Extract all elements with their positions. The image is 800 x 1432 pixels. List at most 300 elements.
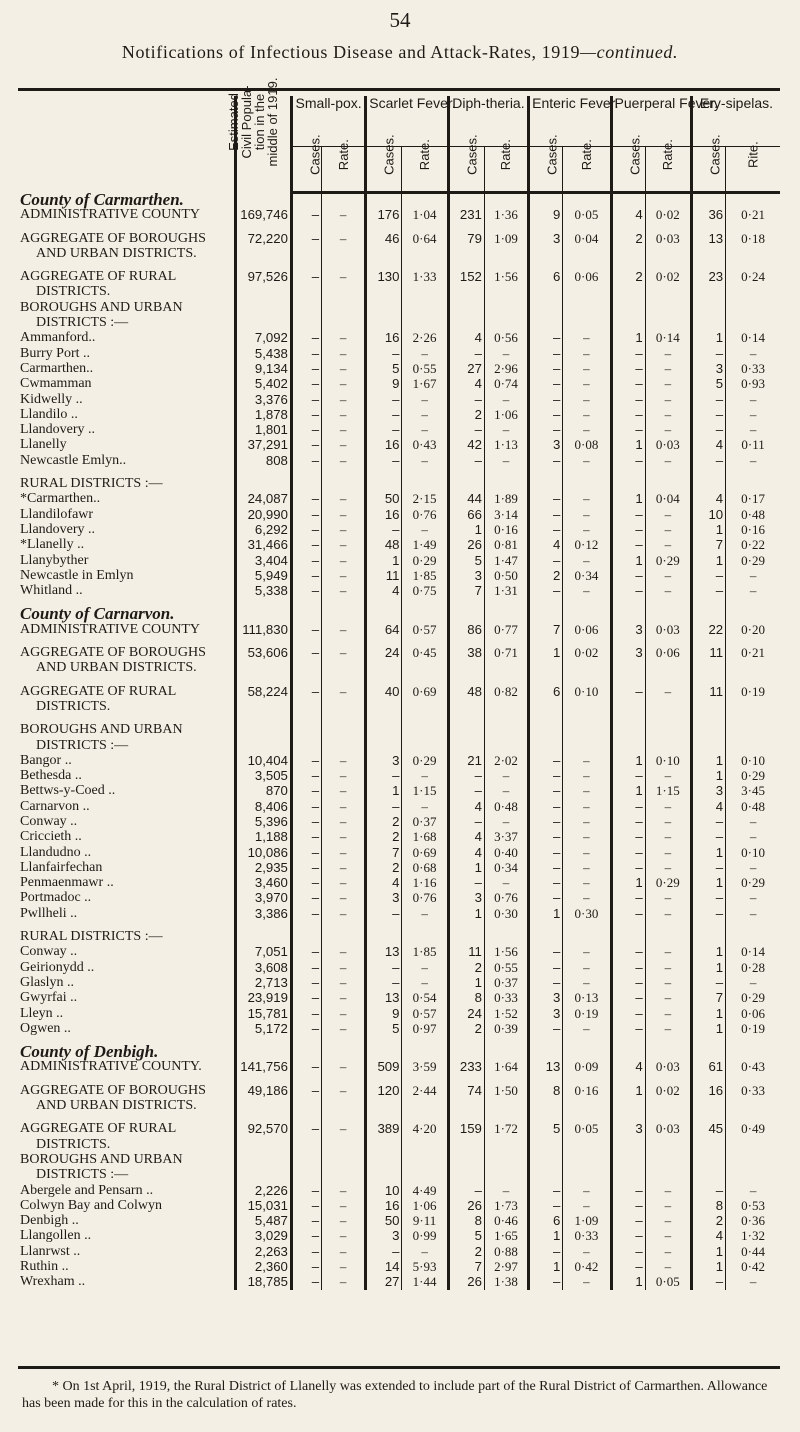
population-cell: 20,990 [235,507,291,522]
rate-cell: – [563,522,611,537]
cases-cell: – [611,1198,645,1213]
rate-cell: – [563,814,611,829]
cases-cell: – [691,1183,725,1198]
rate-cell: 0·30 [484,906,528,921]
cases-cell [691,699,725,714]
population-cell: 18,785 [235,1274,291,1289]
rate-cell [484,315,528,330]
cases-cell: 1 [691,1006,725,1021]
rate-cell [563,921,611,929]
cases-cell [291,676,321,684]
cases-cell [366,738,402,753]
rate-cell: 0·09 [563,1059,611,1074]
district-name: Geirionydd .. [20,959,95,975]
rate-cell: 0·53 [726,1198,780,1213]
cases-cell: 159 [448,1121,484,1136]
rate-cell [484,1137,528,1152]
rate-cell: – [645,1183,691,1198]
table-row [18,376,780,391]
county-heading-row [18,192,780,207]
rate-cell: 0·46 [484,1213,528,1228]
table-row [18,753,780,768]
cases-cell: – [291,1244,321,1259]
rate-cell: – [645,1021,691,1036]
population-cell: 9,134 [235,361,291,376]
cases-cell: – [529,1244,563,1259]
cases-cell: 3 [691,361,725,376]
table-row [18,684,780,699]
cases-cell: – [529,753,563,768]
rate-cell: 0·24 [726,269,780,284]
cases-cell: – [448,875,484,890]
cases-cell: – [611,1244,645,1259]
rate-cell: 1·15 [645,783,691,798]
cases-cell [291,660,321,675]
cases-cell: – [291,860,321,875]
rate-cell: – [322,407,366,422]
rate-cell [645,714,691,722]
cases-cell: 48 [366,537,402,552]
cases-cell [691,476,725,491]
district-name: Llandilo .. [20,406,78,422]
cases-cell: – [691,829,725,844]
cases-cell [366,261,402,269]
cases-cell: 3 [529,231,563,246]
cases-cell [611,261,645,269]
rate-cell [402,722,448,737]
cases-cell: 1 [611,330,645,345]
disease-header-enteric-fever: Enteric Fever. [529,96,611,146]
header-suffix: —continued. [580,42,679,62]
rate-cell: – [563,330,611,345]
cases-cell [611,1152,645,1167]
cases-cell: 13 [691,231,725,246]
header-title: Notifications of Infectious Disease and Attack-Rates, 1919 [121,42,581,62]
cases-cell: 2 [611,269,645,284]
rate-cell [563,1152,611,1167]
cases-cell [691,246,725,261]
district-name: AND URBAN DISTRICTS. [36,245,197,261]
rate-cell: – [645,960,691,975]
cases-cell [366,714,402,722]
rate-cell: 1·49 [402,537,448,552]
cases-cell: 2 [366,829,402,844]
cases-cell [366,921,402,929]
district-name: Llanybyther [20,552,89,568]
cases-cell: – [291,1228,321,1243]
disease-header-smallpox: Small-pox. [291,96,365,146]
rate-cell: – [563,453,611,468]
rate-cell: 0·37 [402,814,448,829]
cases-header: Cases. [529,146,563,192]
cases-cell [611,1167,645,1182]
cases-cell: – [448,422,484,437]
cases-cell: 5 [448,1228,484,1243]
cases-cell [448,1152,484,1167]
cases-cell [611,637,645,645]
cases-cell [611,476,645,491]
rate-cell: – [322,1183,366,1198]
table-row [18,783,780,798]
cases-cell [291,261,321,269]
rate-cell [645,660,691,675]
cases-cell: – [529,1183,563,1198]
rate-cell [563,637,611,645]
rate-cell: 0·16 [484,522,528,537]
rate-cell: – [563,1274,611,1289]
rate-cell: 5·93 [402,1259,448,1274]
rate-cell: – [645,814,691,829]
cases-cell [529,300,563,315]
rate-cell: 0·33 [484,990,528,1005]
cases-cell: 8 [529,1083,563,1098]
cases-cell: 1 [691,1021,725,1036]
cases-cell: – [291,1183,321,1198]
cases-cell: 5 [366,361,402,376]
rate-cell [726,699,780,714]
population-cell [235,476,291,491]
rate-cell: 1·06 [402,1198,448,1213]
rate-cell: – [322,814,366,829]
rate-cell [484,223,528,231]
district-name: AGGREGATE OF BOROUGHS [20,1082,206,1098]
rate-cell: 0·04 [645,491,691,506]
rate-cell: 2·15 [402,491,448,506]
cases-cell [448,1075,484,1083]
rate-cell: – [402,960,448,975]
table-row [18,207,780,222]
cases-cell: – [366,522,402,537]
table-row [18,860,780,875]
cases-cell: 66 [448,507,484,522]
cases-cell: 1 [448,860,484,875]
table-row [18,1021,780,1036]
rate-cell [563,1167,611,1182]
population-cell [235,246,291,261]
population-cell: 15,781 [235,1006,291,1021]
rate-cell: 1·15 [402,783,448,798]
cases-cell: – [611,1259,645,1274]
rate-cell: – [645,906,691,921]
cases-cell [529,1152,563,1167]
cases-cell: 1 [611,783,645,798]
population-cell [235,637,291,645]
cases-cell: 1 [691,1244,725,1259]
table-row [18,1059,780,1074]
rate-cell: 0·43 [402,437,448,452]
cases-cell: 3 [529,990,563,1005]
rate-cell: – [322,906,366,921]
rate-cell: 0·28 [726,960,780,975]
rate-cell: – [645,407,691,422]
district-name: BOROUGHS AND URBAN [20,299,183,315]
rate-cell: 0·68 [402,860,448,875]
rate-cell: – [645,944,691,959]
cases-cell: – [291,622,321,637]
cases-cell: – [529,453,563,468]
cases-cell: – [291,392,321,407]
cases-cell [691,300,725,315]
cases-cell: – [291,568,321,583]
cases-cell [611,1098,645,1113]
cases-cell [529,1113,563,1121]
district-name [18,921,235,929]
population-cell [235,921,291,929]
cases-cell [366,1167,402,1182]
cases-cell [691,261,725,269]
rate-cell: – [645,1213,691,1228]
cases-cell [291,1167,321,1182]
rate-cell: – [322,1213,366,1228]
rate-cell [402,1098,448,1113]
district-name: AND URBAN DISTRICTS. [36,1098,197,1114]
cases-cell: 10 [366,1183,402,1198]
spacer-row [18,921,780,929]
rate-cell: 1·09 [563,1213,611,1228]
cases-cell [611,223,645,231]
cases-cell: – [448,768,484,783]
cases-cell: 2 [366,814,402,829]
rate-cell: – [563,583,611,598]
cases-cell: – [291,645,321,660]
population-cell [235,738,291,753]
spacer-row [18,1113,780,1121]
cases-cell [291,714,321,722]
population-cell: 58,224 [235,684,291,699]
rate-cell: 0·18 [726,231,780,246]
cases-cell: 1 [691,960,725,975]
cases-cell [448,699,484,714]
cases-cell [691,1152,725,1167]
rate-cell: 0·48 [726,507,780,522]
rate-cell: – [563,960,611,975]
district-name: Lleyn .. [20,1005,64,1021]
rate-cell [484,1167,528,1182]
rate-cell: 1·89 [484,491,528,506]
rate-cell: – [322,207,366,222]
rate-cell: – [726,422,780,437]
cases-cell: 26 [448,1198,484,1213]
cases-cell: – [529,392,563,407]
rate-cell: – [322,1274,366,1289]
rate-cell: – [322,860,366,875]
rate-cell: 0·05 [645,1274,691,1289]
rate-cell: 0·45 [402,645,448,660]
rate-cell: – [402,453,448,468]
cases-cell: 1 [691,768,725,783]
cases-cell [529,1098,563,1113]
cases-cell: – [611,814,645,829]
rate-cell: – [645,361,691,376]
page-number: 54 [389,8,411,32]
table-row [18,1213,780,1228]
district-name: Llangollen .. [20,1228,92,1244]
population-cell [235,1167,291,1182]
rate-cell [484,637,528,645]
cases-cell [448,315,484,330]
cases-cell: 4 [611,207,645,222]
population-cell: 5,172 [235,1021,291,1036]
population-cell: 5,402 [235,376,291,391]
table-row [18,269,780,284]
rate-cell: – [645,990,691,1005]
rate-cell: – [645,522,691,537]
table-row [18,799,780,814]
cases-cell: – [691,814,725,829]
table-row [18,622,780,637]
cases-cell: 1 [611,1274,645,1289]
district-name: Carnarvon .. [20,798,90,814]
rate-cell [484,1152,528,1167]
cases-cell: 3 [448,890,484,905]
cases-cell [448,300,484,315]
rate-cell: – [726,860,780,875]
cases-cell [291,699,321,714]
rate-cell: – [645,845,691,860]
cases-cell: – [529,890,563,905]
rate-cell: – [645,1244,691,1259]
rate-cell: – [563,753,611,768]
rate-cell: 0·03 [645,231,691,246]
table-row [18,522,780,537]
cases-cell: – [691,453,725,468]
rate-cell: 0·29 [726,553,780,568]
table-row [18,1198,780,1213]
rate-cell [645,1137,691,1152]
rate-cell: – [322,583,366,598]
rate-cell: – [645,768,691,783]
district-name: AND URBAN DISTRICTS. [36,660,197,676]
table-row [18,422,780,437]
rate-cell [402,660,448,675]
cases-cell [611,300,645,315]
rate-cell: 1·16 [402,875,448,890]
population-cell: 15,031 [235,1198,291,1213]
rate-cell [322,921,366,929]
rate-cell [484,300,528,315]
district-name: ADMINISTRATIVE COUNTY [20,207,201,223]
rate-cell [645,637,691,645]
rate-cell [563,1075,611,1083]
rate-cell: 1·85 [402,944,448,959]
cases-cell: 26 [448,1274,484,1289]
cases-cell: 50 [366,491,402,506]
population-cell: 2,263 [235,1244,291,1259]
cases-cell: – [291,1083,321,1098]
district-name: BOROUGHS AND URBAN [20,722,183,738]
rate-cell: – [645,583,691,598]
table-row [18,814,780,829]
cases-cell: 1 [611,875,645,890]
cases-cell: – [611,1006,645,1021]
population-cell: 5,396 [235,814,291,829]
cases-cell [691,714,725,722]
table-row [18,1167,780,1182]
district-name: Llanrwst .. [20,1243,81,1259]
cases-cell: 1 [691,753,725,768]
district-name: Bangor .. [20,752,72,768]
cases-cell [529,1137,563,1152]
rate-cell: 0·33 [563,1228,611,1243]
cases-cell: – [529,346,563,361]
rate-cell: 1·64 [484,1059,528,1074]
rate-cell [645,738,691,753]
rate-cell: 0·14 [726,330,780,345]
cases-cell: – [291,231,321,246]
district-header [18,96,235,192]
rate-cell: – [322,330,366,345]
cases-cell [529,315,563,330]
table-row [18,1274,780,1289]
rate-cell: – [726,583,780,598]
cases-cell: – [611,860,645,875]
cases-cell: – [529,422,563,437]
cases-cell: 1 [611,491,645,506]
district-name: DISTRICTS. [36,284,111,300]
cases-cell [366,468,402,476]
rate-cell [402,468,448,476]
district-name: RURAL DISTRICTS :— [20,476,163,492]
rate-cell: – [322,1059,366,1074]
cases-cell [611,315,645,330]
rate-cell: 0·48 [726,799,780,814]
rate-cell: – [322,799,366,814]
cases-cell: – [291,1213,321,1228]
rate-cell: 0·29 [726,990,780,1005]
table-row [18,1098,780,1113]
rate-cell [402,261,448,269]
rate-cell [645,223,691,231]
rate-cell: 0·36 [726,1213,780,1228]
population-cell: 2,226 [235,1183,291,1198]
rate-cell: 0·03 [645,437,691,452]
rate-cell: – [563,1021,611,1036]
population-cell: 5,487 [235,1213,291,1228]
rate-cell: – [645,376,691,391]
rate-cell: – [563,346,611,361]
cases-cell: – [529,361,563,376]
rate-cell [322,300,366,315]
district-name: *Llanelly .. [20,537,85,553]
cases-cell: – [291,269,321,284]
cases-cell: – [366,407,402,422]
rate-cell [563,315,611,330]
rate-cell: – [402,422,448,437]
rate-cell: 0·06 [563,622,611,637]
cases-cell [529,284,563,299]
rate-cell [726,722,780,737]
page-header [0,42,800,63]
cases-cell: 9 [529,207,563,222]
rate-cell: – [402,768,448,783]
rate-cell: – [322,568,366,583]
district-name: DISTRICTS. [36,1136,111,1152]
cases-cell [291,929,321,944]
rate-cell: – [322,1121,366,1136]
cases-cell [366,284,402,299]
rate-cell: 0·10 [645,753,691,768]
cases-cell: – [691,583,725,598]
district-name: Bettws-y-Coed .. [20,783,116,799]
cases-cell: 1 [529,906,563,921]
cases-cell: – [291,507,321,522]
cases-cell [691,1098,725,1113]
cases-cell: – [611,768,645,783]
rate-cell [402,246,448,261]
population-cell [235,300,291,315]
rate-cell [322,1167,366,1182]
rate-cell [322,676,366,684]
